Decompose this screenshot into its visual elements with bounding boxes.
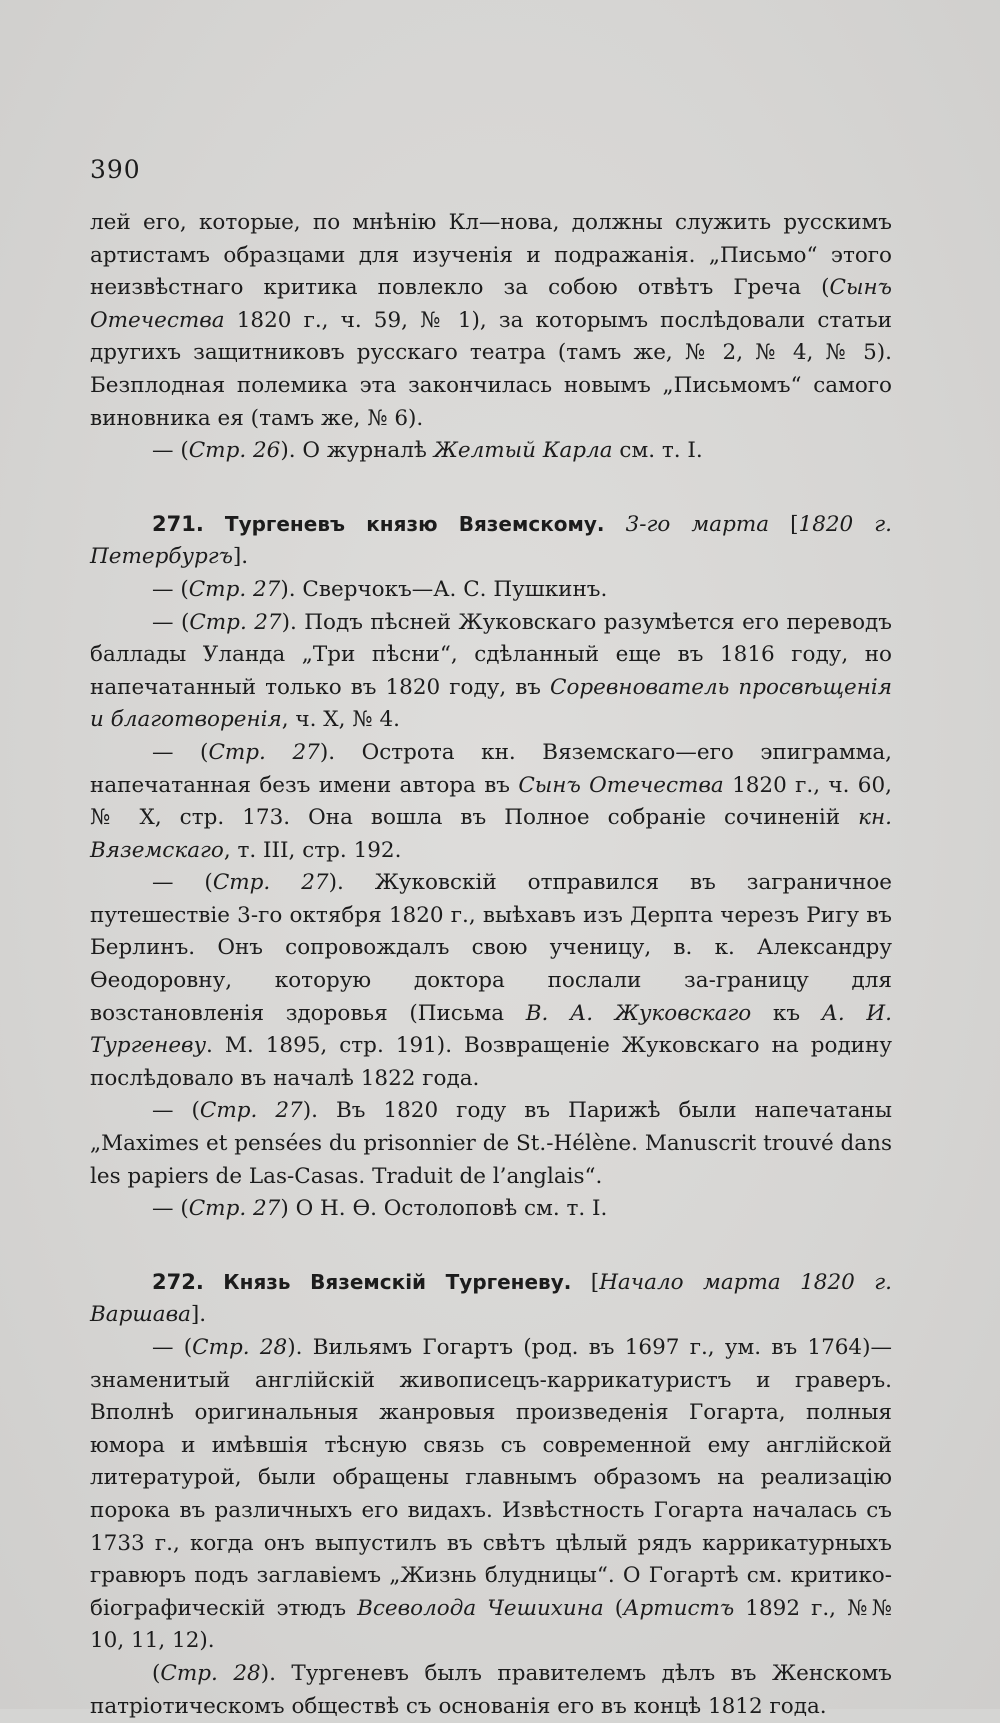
text-run: ( (603, 1595, 624, 1621)
text-run: см. т. I. (612, 438, 703, 464)
section-gap (90, 1226, 892, 1266)
text-run: ( (152, 1660, 161, 1686)
text-run: . М. 1895, стр. 191). Возвращеніе Жуковскаго на родину послѣдовало въ началѣ 1822 года. (90, 1033, 892, 1091)
text-run: — ( (152, 1098, 200, 1124)
text-run: , т. III, стр. 192. (223, 837, 402, 863)
text-run: лей его, которые, по мнѣнію Кл—нова, должны служить русскимъ артистамъ образцами для изученія и подражанія. „Письмо“ этого неизвѣстнаго критика повлекло за собою отвѣтъ Греча ( (90, 210, 892, 301)
letter-number: 272. (152, 1269, 204, 1294)
section-gap (90, 468, 892, 508)
italic-title: Артистъ (623, 1595, 735, 1621)
note-271-b (90, 607, 892, 737)
letter-title: Князь Вяземскій Тургеневу. (223, 1269, 572, 1294)
page-reference: Стр. 27 (188, 576, 281, 602)
text-run: — ( (152, 1335, 193, 1360)
text-run: ). Жуковскій отправился въ заграничное путешествіе 3-го октября 1820 г., выѣхавъ изъ Дерпта черезъ Ригу въ Берлинъ. Онъ сопровождалъ свою ученицу, в. к. Александру Ѳеодоровну, которую доктора послали за-границу для возстановленія здоровья (Письма (90, 870, 892, 1026)
italic-author: Всеволода Чешихина (357, 1595, 604, 1621)
italic-title: Сынъ Отечества (518, 772, 724, 798)
text-run: , ч. X, № 4. (281, 707, 400, 733)
note-271-a (90, 574, 892, 607)
text-run: ). Тургеневъ былъ правителемъ дѣлъ въ Женскомъ патріотическомъ обществѣ съ основанія его въ концѣ 1812 года. (90, 1660, 892, 1719)
text-run: — ( (152, 870, 213, 896)
note-271-f (90, 1193, 892, 1226)
page-reference: Стр. 27 (189, 609, 282, 635)
italic-title: Желтый Карла (433, 438, 613, 464)
letter-number: 271. (152, 511, 204, 536)
text-run: ). Подъ пѣсней Жуковскаго разумѣется его переводъ баллады Уланда „Три пѣсни“, сдѣланный еще въ 1816 году, но напечатанный только въ 1820 году, въ (90, 609, 892, 700)
paragraph-continuation (90, 207, 892, 435)
italic-title: Сынъ Отечества (90, 275, 892, 333)
page-reference: Стр. 27 (199, 1098, 303, 1124)
page-reference: Стр. 27 (188, 1196, 281, 1222)
text-run: 1820 г., ч. 59, № 1), за которымъ послѣдовали статьи другихъ защитниковъ русскаго театра (тамъ же, № 2, № 4, № 5). Безплодная полемика эта закончилась новымъ „Письмомъ“ самого виновника ея (тамъ же, № 6). (90, 307, 892, 431)
italic-author: В. А. Жуковскаго (525, 1000, 752, 1026)
note-271-d (90, 867, 892, 1095)
page-reference: Стр. 28 (192, 1335, 288, 1360)
text-run: 1892 г., №№ 10, 11, 12). (90, 1595, 892, 1654)
text-run: — ( (152, 438, 189, 464)
page-text (90, 207, 892, 1723)
letter-date: 3-го марта (625, 511, 770, 537)
text-run: ) О Н. Ѳ. Остолоповѣ см. т. I. (280, 1196, 608, 1222)
italic-author: кн. Вяземскаго (90, 805, 892, 863)
italic-author: А. И. Тургеневу (90, 1000, 892, 1059)
note-page-26 (90, 435, 892, 468)
letter-title: Тургеневъ князю Вяземскому. (224, 511, 605, 536)
page-number: 390 (90, 155, 141, 184)
note-271-e (90, 1095, 892, 1193)
note-271-c (90, 737, 892, 867)
letter-271-heading (90, 508, 892, 574)
text-run: — ( (152, 576, 189, 602)
letter-date-place: Начало марта 1820 г. Варшава (90, 1269, 892, 1328)
text-run: 1820 г., ч. 60, № X, стр. 173. Она вошла въ Полное собраніе сочиненій (90, 772, 892, 831)
text-run: къ (751, 1000, 822, 1026)
text-run: ). Въ 1820 году въ Парижѣ были напечатаны „Maximes et pensées du prisonnier de St.-Hélène. Manuscrit trouvé dans les papiers de Las-Casas. Traduit de l’anglais“. (90, 1098, 892, 1189)
text-run: — ( (152, 739, 209, 765)
text-run: ]. (190, 1302, 207, 1328)
page-reference: Стр. 27 (212, 870, 329, 896)
text-run: [ (571, 1269, 600, 1295)
text-run: [ (769, 511, 799, 537)
text-run: ]. (232, 544, 249, 570)
text-run: ). Острота кн. Вяземскаго—его эпиграмма, напечатанная безъ имени автора въ (90, 739, 892, 798)
italic-title: Соревнователь просвѣщенія и благотворенія (90, 674, 892, 733)
note-272-a (90, 1332, 892, 1658)
text-run: ). О журналѣ (280, 438, 434, 464)
letter-date-place: 1820 г. Петербургъ (90, 511, 893, 570)
letter-272-heading (90, 1266, 892, 1332)
note-272-b (90, 1658, 892, 1723)
page-reference: Стр. 28 (160, 1660, 261, 1686)
text-run: ). Сверчокъ—А. С. Пушкинъ. (280, 576, 608, 602)
text-run: — ( (152, 609, 190, 635)
page-reference: Стр. 26 (188, 438, 281, 464)
page-reference: Стр. 27 (208, 739, 320, 765)
text-run: — ( (152, 1196, 189, 1222)
text-run: ). Вильямъ Гогартъ (род. въ 1697 г., ум. въ 1764)—знаменитый англійскій живописецъ-каррикатуристъ и граверъ. Вполнѣ оригинальныя жанровыя произведенія Гогарта, полныя юмора и имѣвшія тѣсную связь съ современной ему англійской литературой, были обращены главнымъ образомъ на реализацію порока въ различныхъ его видахъ. Извѣстность Гогарта началась съ 1733 г., когда онъ выпустилъ въ свѣтъ цѣлый рядъ каррикатурныхъ гравюръ подъ заглавіемъ „Жизнь блудницы“. О Гогартѣ см. критико-біографическій этюдъ (90, 1335, 892, 1621)
